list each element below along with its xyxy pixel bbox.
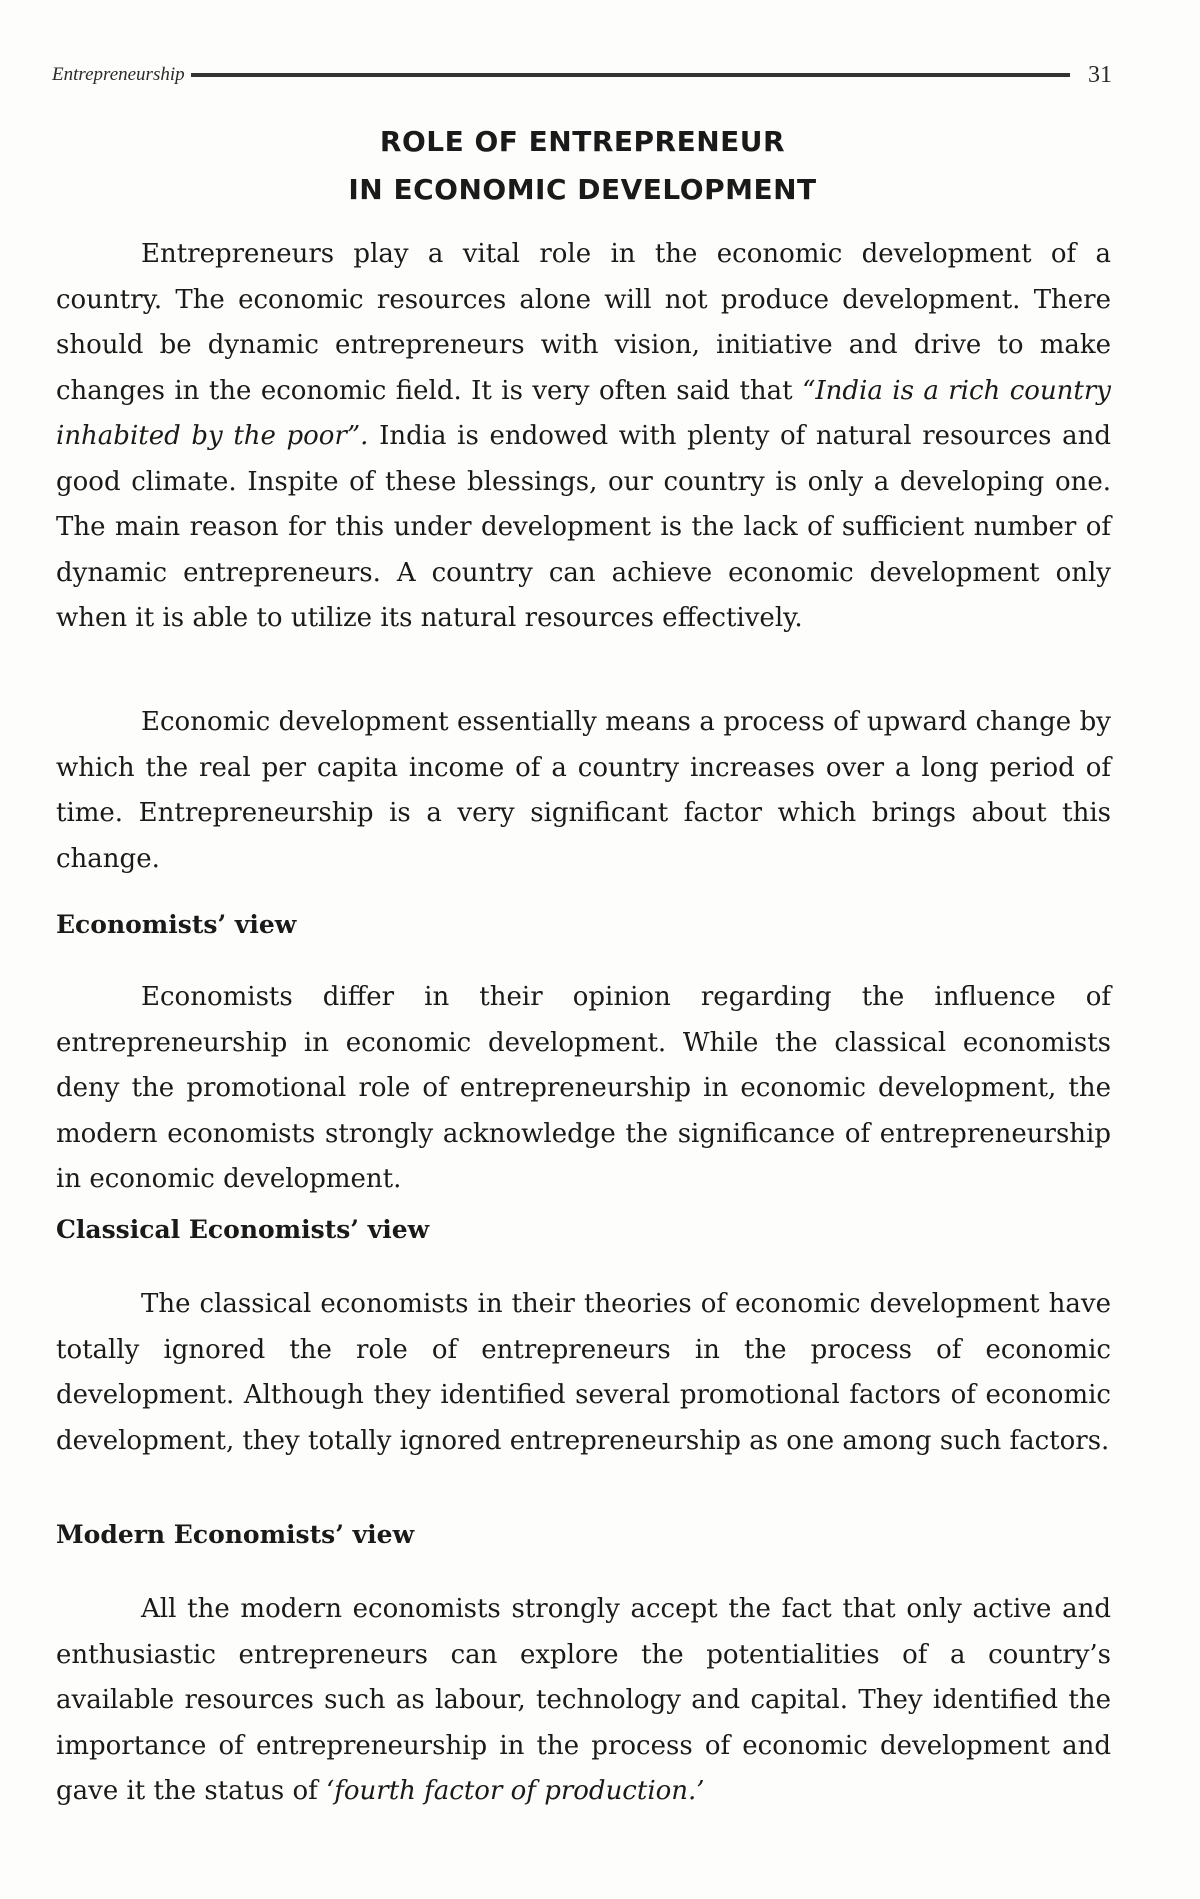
page-number: 31 [1088,61,1112,88]
modern-view-text: All the modern economists strongly accept the fact that only active and enthusiastic entrepreneurs can explore the potentialities of a country’s available resources such as labour, technology and capital. They identified the importance of entrepreneurship in the process of economic development and gave it the status of [56,1594,1111,1806]
intro-paragraph-1-text-a: Entrepreneurs play a vital role in the economic development of a country. The economic resources alone will not produce development. There should be dynamic entrepreneurs with vision, initiative and drive to make changes in the economic field. It is very often said that [56,239,1111,406]
chapter-title [0,118,1165,214]
chapter-title-line-1: ROLE OF ENTREPRENEUR [379,125,786,158]
economists-view-paragraph: Economists differ in their opinion regarding the influence of entrepreneurship in economic development. While the classical economists deny the promotional role of entrepreneurship in economic development, the modern economists strongly acknowledge the significance of entrepreneurship in economic development. [56,982,1111,1194]
intro-paragraph-1-text-b: India is endowed with plenty of natural resources and good climate. Inspite of these blessings, our country is only a developing one. The main reason for this under development is the lack of sufficient number of dynamic entrepreneurs. A country can achieve economic development only when it is able to utilize its natural resources effectively. [56,421,1111,633]
economists-view-heading: Economists’ view [56,910,297,939]
india-quote: “India is a rich country inhabited by the poor”. [56,375,1111,451]
header-rule [191,73,1070,77]
modern-view-paragraph [56,1587,1111,1815]
fourth-factor-quote: ‘fourth factor of production.’ [326,1776,705,1806]
intro-paragraph-2: Economic development essentially means a process of upward change by which the real per capita income of a country increases over a long period of time. Entrepreneurship is a very significant factor which brings about this change. [56,707,1111,874]
chapter-title-line-2: IN ECONOMIC DEVELOPMENT [348,173,817,206]
intro-paragraph-1 [56,232,1111,642]
modern-view-heading: Modern Economists’ view [56,1520,415,1549]
classical-view-heading: Classical Economists’ view [56,1215,430,1244]
classical-view-paragraph: The classical economists in their theories of economic development have totally ignored the role of entrepreneurs in the process of economic development. Although they identified several promotional factors of economic development, they totally ignored entrepreneurship as one among such factors. [56,1289,1111,1456]
running-title: Entrepreneurship [52,64,185,85]
running-header [52,60,1112,90]
